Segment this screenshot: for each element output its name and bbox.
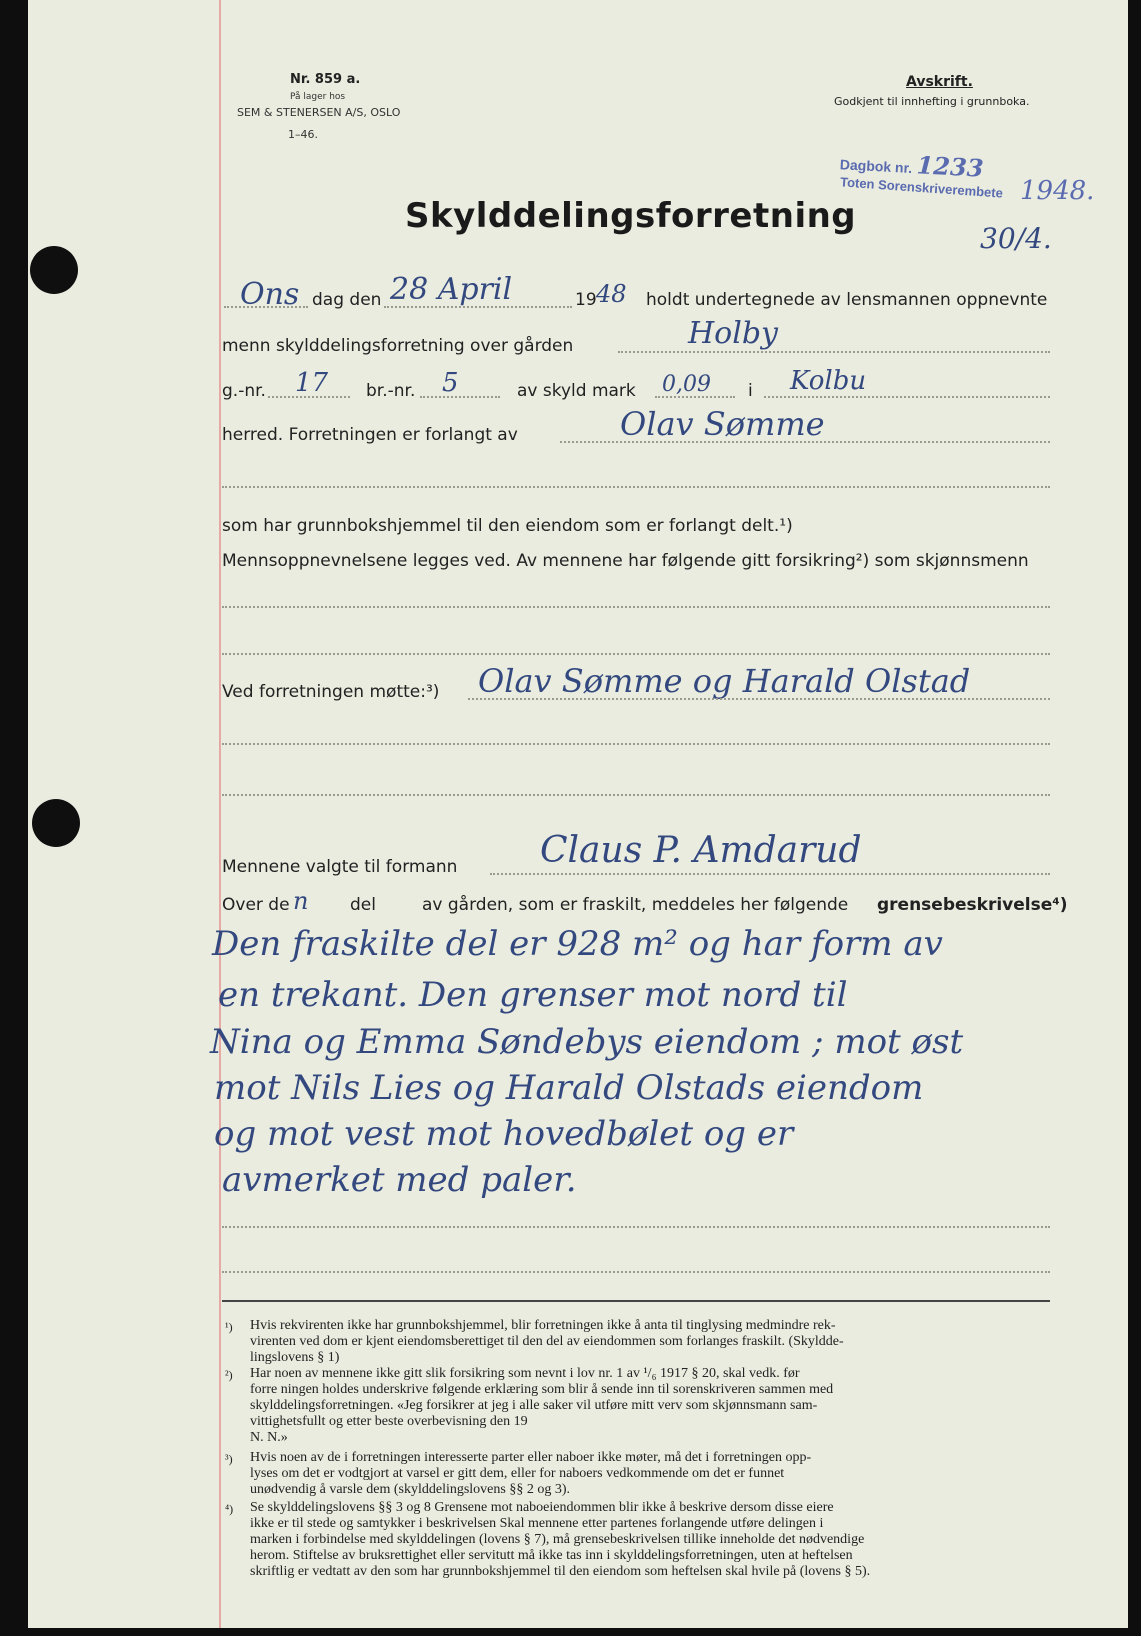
footnote-line: Hvis noen av de i forretningen interesserte parter eller naboer ikke møter, må det i forretningen opp- <box>250 1450 812 1465</box>
footnote-line: Hvis rekvirenten ikke har grunnbokshjemmel, blir forretningen ikke å anta til tinglysing medmindre rek- <box>250 1318 836 1333</box>
footnote-line: skylddelingsforretningen. «Jeg forsikrer at jeg i alle saker vil utføre mitt verv som skjønnsmann sam- <box>250 1398 818 1413</box>
footnote-line: unødvendig å varsle dem (skylddelingslovens §§ 2 og 3). <box>250 1482 571 1497</box>
description-line: Den fraskilte del er 928 m² og har form av <box>212 924 943 964</box>
supplier-line: 1–46. <box>288 128 318 141</box>
description-line: en trekant. Den grenser mot nord til <box>218 975 848 1015</box>
footnote-line: lyses om det er vodtgjort at varsel er gitt dem, eller for naboers vedkommende om det er funnet <box>250 1466 785 1481</box>
over-de-field: n <box>293 887 309 915</box>
stamp-date: 30/4. <box>980 222 1052 255</box>
description-line: og mot vest mot hovedbølet og er <box>214 1114 794 1154</box>
date-dots <box>384 306 572 308</box>
label-herred: herred. Forretningen er forlangt av <box>222 425 518 445</box>
label-i: i <box>748 381 753 401</box>
weekday-field: Ons <box>240 277 300 312</box>
blank-line <box>222 653 1050 655</box>
footnote-line: marken i forbindelse med skylddelingen (lovens § 7), må grensebeskrivelsen tillike inneholde det nødvendige <box>250 1532 865 1547</box>
blank-line <box>222 1271 1050 1273</box>
skyld-dots <box>655 396 735 398</box>
footnote-line: N. N.» <box>250 1430 288 1445</box>
footnote-line: Har noen av mennene ikke gitt slik forsikring som nevnt i lov nr. 1 av ¹/₆ 1917 § 20, skal vedk. før <box>250 1366 800 1381</box>
formann-dots <box>490 873 1050 875</box>
attendees-dots <box>468 698 1050 700</box>
hjemmel-text: som har grunnbokshjemmel til den eiendom som er forlangt delt.¹) <box>222 516 793 536</box>
footnote-mark: ³) <box>225 1452 233 1466</box>
page-title: Skylddelingsforretning <box>405 196 857 236</box>
description-line: avmerket med paler. <box>222 1160 577 1200</box>
menn-text: Mennsoppnevnelsene legges ved. Av mennene har følgende gitt forsikring²) som skjønnsmenn <box>222 551 1029 571</box>
label-dag-den: dag den <box>312 290 382 310</box>
farm-field: Holby <box>688 316 778 351</box>
punch-hole-icon <box>32 799 80 847</box>
footnote-line: ikke er til stede og samtykker i beskrivelsen Skal mennene etter partenes forlangende utføre delingen i <box>250 1516 824 1531</box>
date-field: 28 April <box>390 272 513 307</box>
blank-line <box>222 743 1050 745</box>
requester-dots <box>560 441 1050 443</box>
brnr-dots <box>420 396 500 398</box>
footnote-line: lingslovens § 1) <box>250 1350 340 1365</box>
label-ved-forretningen: Ved forretningen møtte:³) <box>222 682 440 702</box>
label-formann: Mennene valgte til formann <box>222 857 458 877</box>
footnote-line: virenten ved dom er kjent eiendomsberettiget til den del av eiendommen som forlanges fraskilt. (Skyldde- <box>250 1334 844 1349</box>
label-grensebeskrivelse: grensebeskrivelse⁴) <box>877 895 1068 915</box>
margin-line <box>219 0 221 1628</box>
label-line1: holdt undertegnede av lensmannen oppnevnte <box>646 290 1048 310</box>
footnote-line: Se skylddelingslovens §§ 3 og 8 Grensene mot naboeiendommen blir ikke å beskrive dersom disse eiere <box>250 1500 834 1515</box>
farm-dots <box>618 351 1050 353</box>
formann-field: Claus P. Amdarud <box>540 830 862 871</box>
footnote-line: forre ningen holdes underskrive følgende erklæring som blir å sende inn til sorenskriveren sammen med <box>250 1382 834 1397</box>
supplier-line: På lager hos <box>290 92 346 102</box>
kommune-field: Kolbu <box>790 366 867 396</box>
footnote-line: herom. Stiftelse av bruksrettighet eller servitutt må ikke tas inn i skylddelingsforretningen, uten at heftelsen <box>250 1548 853 1563</box>
stamp-number: 1233 <box>916 150 985 183</box>
punch-hole-icon <box>30 246 78 294</box>
gnr-field: 17 <box>295 368 329 398</box>
blank-line <box>222 1226 1050 1228</box>
blank-line <box>222 486 1050 488</box>
label-brnr: br.-nr. <box>366 381 416 401</box>
label-year-prefix: 19 <box>575 290 597 310</box>
gaarden-text: av gården, som er fraskilt, meddeles her følgende <box>422 895 849 915</box>
skyld-field: 0,09 <box>662 372 711 397</box>
kommune-dots <box>764 396 1050 398</box>
footnote-mark: ²) <box>225 1368 233 1382</box>
year-field: 48 <box>596 280 627 308</box>
gnr-dots <box>268 396 350 398</box>
approval-text: Godkjent til innhefting i grunnboka. <box>834 95 1030 108</box>
label-gnr: g.-nr. <box>222 381 266 401</box>
footnote-line: vittighetsfullt og etter beste overbevisning den 19 <box>250 1414 528 1429</box>
weekday-dots <box>224 306 308 308</box>
footnote-mark: ¹) <box>225 1320 233 1334</box>
requester-field: Olav Sømme <box>620 405 825 443</box>
label-over-de: Over de <box>222 895 290 915</box>
supplier-line: SEM & STENERSEN A/S, OSLO <box>237 106 401 119</box>
footnote-mark: ⁴) <box>225 1502 234 1516</box>
form-number: Nr. 859 a. <box>290 72 361 87</box>
label-del: del <box>350 895 376 915</box>
blank-line <box>222 606 1050 608</box>
footnote-line: skriftlig er vedtatt av den som har grunnbokshjemmel til den eiendom som heftelsen skal hvile på (lovens § 5). <box>250 1564 871 1579</box>
label-line2: menn skylddelingsforretning over gården <box>222 336 574 356</box>
label-skyld: av skyld mark <box>517 381 636 401</box>
description-line: mot Nils Lies og Harald Olstads eiendom <box>214 1068 924 1108</box>
stamp-line: Toten Sorenskriverembete <box>839 174 1004 201</box>
stamp-year: 1948. <box>1020 176 1095 206</box>
attendees-field: Olav Sømme og Harald Olstad <box>478 662 971 700</box>
description-line: Nina og Emma Søndebys eiendom ; mot øst <box>210 1022 964 1062</box>
blank-line <box>222 794 1050 796</box>
copy-label: Avskrift. <box>906 74 973 90</box>
stamp-line: Dagbok nr. <box>839 156 913 177</box>
brnr-field: 5 <box>442 368 459 398</box>
footnote-rule <box>222 1300 1050 1302</box>
